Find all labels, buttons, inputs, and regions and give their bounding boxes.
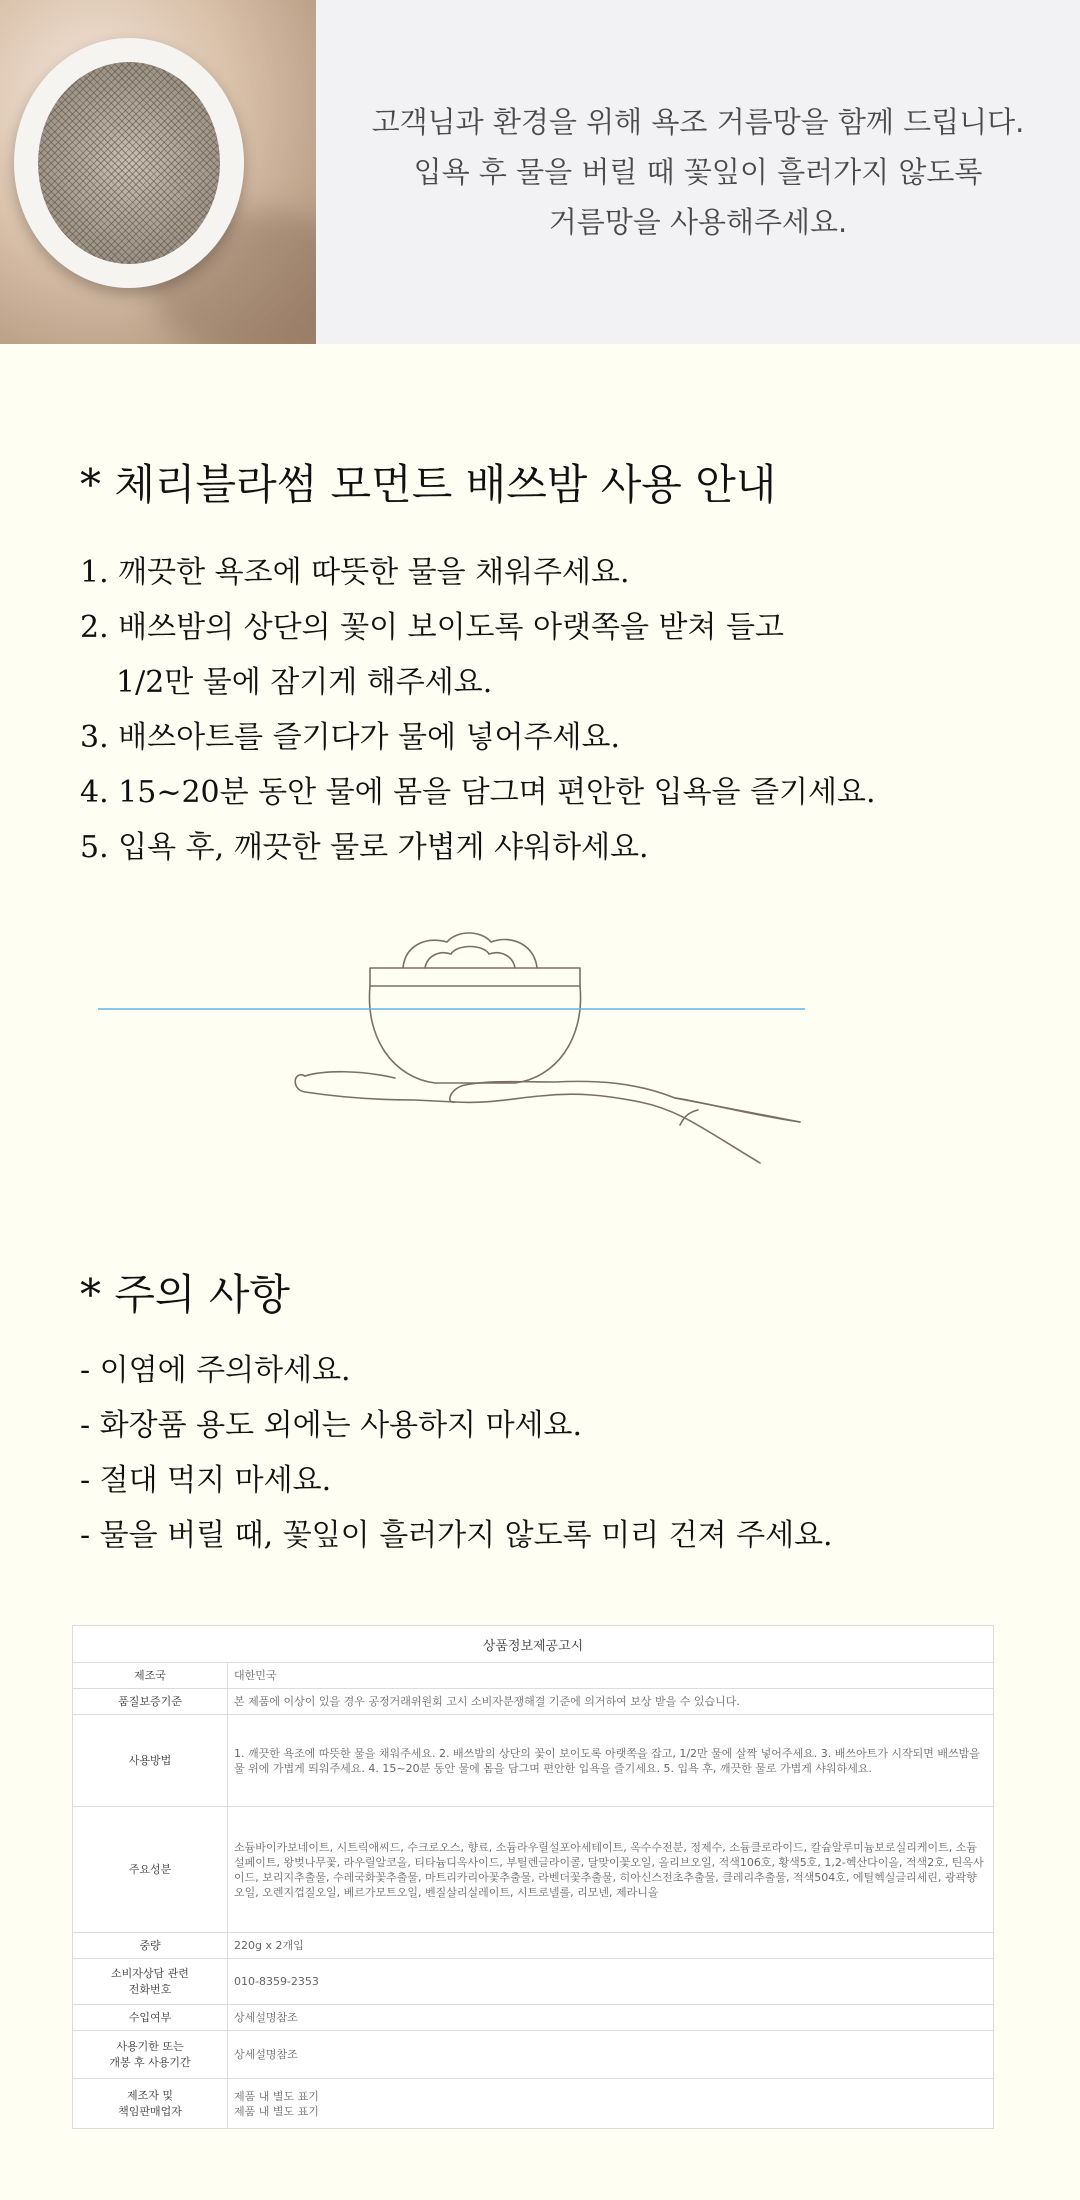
table-row [73, 1933, 994, 1959]
table-row [73, 2079, 994, 2129]
row-label: 사용방법 [73, 1715, 228, 1807]
row-label: 주요성분 [73, 1807, 228, 1933]
table-row [73, 2031, 994, 2079]
row-value: 상세설명참조 [228, 2031, 994, 2079]
caution-item: - 절대 먹지 마세요. [80, 1463, 332, 1498]
row-label: 제조자 및 책임판매업자 [73, 2079, 228, 2129]
row-value: 상세설명참조 [228, 2005, 994, 2031]
caution-item: - 화장품 용도 외에는 사용하지 마세요. [80, 1408, 583, 1443]
step-item: 3. 배쓰아트를 즐기다가 물에 넣어주세요. [80, 720, 620, 755]
row-value: 대한민국 [228, 1663, 994, 1689]
bath-filter-photo [0, 0, 316, 344]
usage-steps [80, 545, 876, 875]
filter-mesh [38, 62, 220, 264]
row-value: 1. 깨끗한 욕조에 따뜻한 물을 채워주세요. 2. 배쓰밤의 상단의 꽃이 보이도록 아랫쪽을 잡고, 1/2만 물에 살짝 넣어주세요. 3. 배쓰아트가 시작되면 배쓰밤을 물 위에 가볍게 띄워주세요. 4. 15~20분 동안 물에 몸을 담그며 편안한 입욕을 즐기세요. 5. 입욕 후, 깨끗한 물로 가볍게 샤워하세요. [228, 1715, 994, 1807]
row-label: 사용기한 또는 개봉 후 사용기간 [73, 2031, 228, 2079]
step-item: 2. 배쓰밤의 상단의 꽃이 보이도록 아랫쪽을 받쳐 들고 [80, 610, 784, 645]
step-item: 1/2만 물에 잠기게 해주세요. [116, 665, 493, 700]
row-label: 품질보증기준 [73, 1689, 228, 1715]
table-caption: 상품정보제공고시 [73, 1626, 994, 1663]
row-value: 제품 내 별도 표기 제품 내 별도 표기 [228, 2079, 994, 2129]
cautions-title: * 주의 사항 [80, 1270, 290, 1319]
guide-title: * 체리블라썸 모먼트 배쓰밤 사용 안내 [80, 460, 777, 509]
banner-text [316, 0, 1080, 344]
caution-item: - 물을 버릴 때, 꽃잎이 흘러가지 않도록 미리 건져 주세요. [80, 1518, 833, 1553]
caution-item: - 이염에 주의하세요. [80, 1353, 351, 1388]
caution-list [80, 1343, 833, 1563]
row-label: 수입여부 [73, 2005, 228, 2031]
row-value: 010-8359-2353 [228, 1959, 994, 2005]
banner-line: 입욕 후 물을 버릴 때 꽃잎이 흘러가지 않도록 [413, 155, 983, 189]
table-row [73, 1689, 994, 1715]
row-label: 소비자상담 관련 전화번호 [73, 1959, 228, 2005]
row-value: 220g x 2개입 [228, 1933, 994, 1959]
row-label: 중량 [73, 1933, 228, 1959]
step-item: 4. 15~20분 동안 물에 몸을 담그며 편안한 입욕을 즐기세요. [80, 775, 876, 810]
table-row [73, 1959, 994, 2005]
table-row [73, 1807, 994, 1933]
step-item: 1. 깨끗한 욕조에 따뜻한 물을 채워주세요. [80, 555, 630, 590]
product-info-table [72, 1625, 994, 2129]
table-row [73, 2005, 994, 2031]
hand-holding-bathbomb-illustration [95, 920, 815, 1230]
row-value: 본 제품에 이상이 있을 경우 공정거래위원회 고시 소비자분쟁해결 기준에 의거하여 보상 받을 수 있습니다. [228, 1689, 994, 1715]
table-row [73, 1715, 994, 1807]
row-value: 소듐바이카보네이트, 시트릭애씨드, 수크로오스, 향료, 소듐라우릴설포아세테이트, 옥수수전분, 정제수, 소듐클로라이드, 칼슘알루미늄보로실리케이트, 소듐설페이트, 왕벚나무꽃, 라우릴알코올, 티타늄디옥사이드, 부틸렌글라이콜, 달맞이꽃오일, 올리브오일, 적색106호, 황색5호, 1,2-헥산다이올, 적색2호, 틴옥사이드, 보리지추출물, 수레국화꽃추출물, 마트리카리아꽃추출물, 라벤더꽃추출물, 히아신스전초추출물, 클레리추출물, 적색504호, 에틸헥실글리세린, 광곽향오일, 오렌지껍질오일, 베르가모트오일, 벤질살리실레이트, 시트로넬롤, 리모넨, 제라니올 [228, 1807, 994, 1933]
hand-outline [295, 1075, 760, 1163]
table-caption-row [73, 1626, 994, 1663]
banner-line: 거름망을 사용해주세요. [548, 205, 848, 239]
bathbomb-flowers [403, 933, 537, 968]
step-item: 5. 입욕 후, 깨끗한 물로 가볍게 샤워하세요. [80, 830, 649, 865]
row-label: 제조국 [73, 1663, 228, 1689]
filter-banner [0, 0, 1080, 344]
banner-line: 고객님과 환경을 위해 욕조 거름망을 함께 드립니다. [371, 105, 1025, 139]
table-row [73, 1663, 994, 1689]
bathbomb-cup [370, 968, 580, 986]
